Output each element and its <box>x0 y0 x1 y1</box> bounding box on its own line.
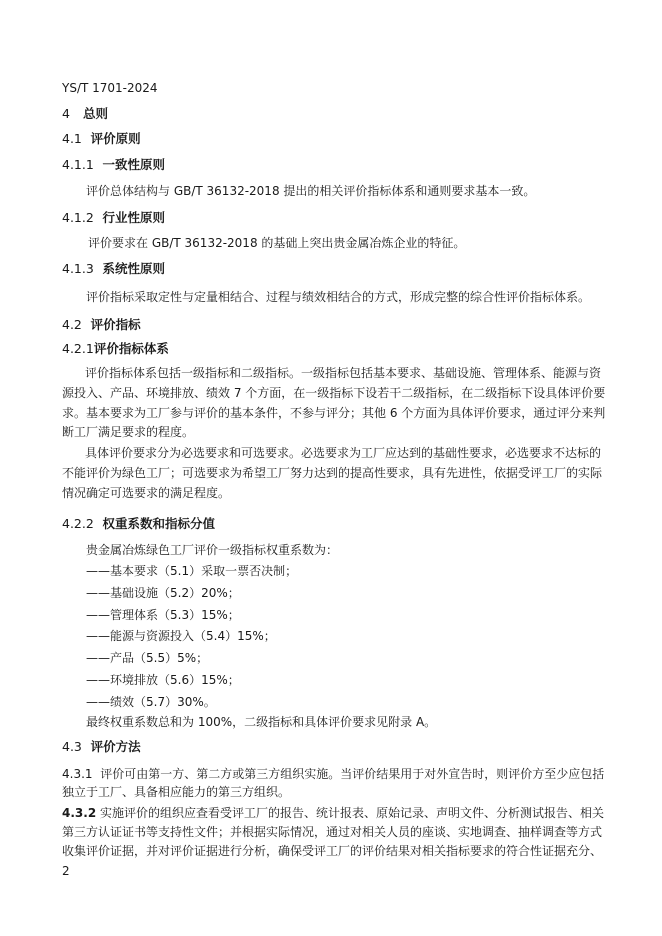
section-4-3-2-line-1 <box>62 803 604 823</box>
section-4-2-heading <box>62 315 141 333</box>
page-number: 2 <box>62 864 70 878</box>
section-4-2-1-heading <box>62 339 169 357</box>
section-number: 4.2.2 <box>62 516 94 531</box>
section-title: 评价指标 <box>90 317 141 332</box>
section-number: 4.1.2 <box>62 210 94 225</box>
para-line: 求。基本要求为工厂参与评价的基本条件，不参与评分；其他 6 个方面为具体评价要求，通过评分来判 <box>62 405 606 420</box>
weight-item: ——能源与资源投入（5.4）15%； <box>86 629 276 643</box>
section-4-1-2-heading <box>62 208 165 226</box>
section-number: 4.1.1 <box>62 157 94 172</box>
section-title: 系统性原则 <box>102 261 166 276</box>
para-line: 断工厂满足要求的程度。 <box>62 425 195 440</box>
section-4-1-2-text: 评价要求在 GB/T 36132-2018 的基础上突出贵金属冶炼企业的特征。 <box>88 236 466 250</box>
weight-item: ——产品（5.5）5%； <box>86 651 209 665</box>
weight-item: ——管理体系（5.3）15%； <box>86 608 240 622</box>
section-4-2-2-heading <box>62 514 215 532</box>
weight-item: ——基础设施（5.2）20%； <box>86 586 240 600</box>
section-4-3-2-line-2: 第三方认证证书等支持性文件；并根据实际情况，通过对相关人员的座谈、实地调查、抽样调查等方式 <box>62 825 603 839</box>
section-number: 4.2.1 <box>62 341 94 356</box>
section-title: 评价方法 <box>90 739 141 754</box>
section-4-3-1-line-1 <box>62 764 604 784</box>
clause-number: 4.3.1 <box>62 767 93 781</box>
weights-intro: 贵金属冶炼绿色工厂评价一级指标权重系数为： <box>86 543 339 557</box>
para-line: 不能评价为绿色工厂；可选要求为希望工厂努力达到的提高性要求，具有先进性，依据受评工厂的实际 <box>62 465 603 480</box>
clause-number: 4.3.2 <box>62 806 97 820</box>
section-title: 评价原则 <box>90 131 141 146</box>
section-4-1-3-text: 评价指标采取定性与定量相结合、过程与绩效相结合的方式，形成完整的综合性评价指标体系。 <box>86 290 591 304</box>
section-title: 一致性原则 <box>102 157 166 172</box>
section-number: 4.1.3 <box>62 261 94 276</box>
section-4-3-2-line-3: 收集评价证据，并对评价证据进行分析，确保受评工厂的评价结果对相关指标要求的符合性证据充分、 <box>62 844 603 858</box>
section-4-2-1-para-1 <box>62 364 606 443</box>
para-line: 具体评价要求分为必选要求和可选要求。必选要求为工厂应达到的基础性要求，必选要求不达标的 <box>85 446 602 460</box>
standard-code: YS/T 1701-2024 <box>62 81 158 95</box>
section-number: 4.1 <box>62 131 82 146</box>
section-title: 行业性原则 <box>102 210 166 225</box>
clause-text: 实施评价的组织应查看受评工厂的报告、统计报表、原始记录、声明文件、分析测试报告、相关 <box>100 806 605 820</box>
section-4-1-1-text: 评价总体结构与 GB/T 36132-2018 提出的相关评价指标体系和通则要求基本一致。 <box>86 184 536 198</box>
section-4-1-heading <box>62 129 141 147</box>
section-4-1-3-heading <box>62 259 165 277</box>
section-4-3-1-line-2: 独立于工厂、具备相应能力的第三方组织。 <box>62 785 291 799</box>
section-4-heading <box>62 104 108 122</box>
weight-item: ——绩效（5.7）30%。 <box>86 695 216 709</box>
weight-item: ——基本要求（5.1）采取一票否决制； <box>86 564 298 578</box>
section-title: 总则 <box>83 106 109 121</box>
section-number: 4.2 <box>62 317 82 332</box>
weight-item: ——环境排放（5.6）15%； <box>86 673 240 687</box>
section-4-2-1-para-2 <box>62 444 605 503</box>
para-line: 源投入、产品、环境排放、绩效 7 个方面，在一级指标下设若干二级指标，在二级指标下设具体评价要 <box>62 385 606 400</box>
section-title: 评价指标体系 <box>93 341 169 356</box>
section-title: 权重系数和指标分值 <box>102 516 216 531</box>
para-line: 评价指标体系包括一级指标和二级指标。一级指标包括基本要求、基础设施、管理体系、能源与资 <box>85 366 602 380</box>
section-4-1-1-heading <box>62 155 165 173</box>
section-4-3-heading <box>62 737 141 755</box>
section-number: 4.3 <box>62 739 82 754</box>
para-line: 情况确定可选要求的满足程度。 <box>62 485 231 500</box>
clause-text: 评价可由第一方、第二方或第三方组织实施。当评价结果用于对外宣告时，则评价方至少应包括 <box>100 767 605 781</box>
section-number: 4 <box>62 106 70 121</box>
weights-closing: 最终权重系数总和为 100%，二级指标和具体评价要求见附录 A。 <box>86 715 437 729</box>
